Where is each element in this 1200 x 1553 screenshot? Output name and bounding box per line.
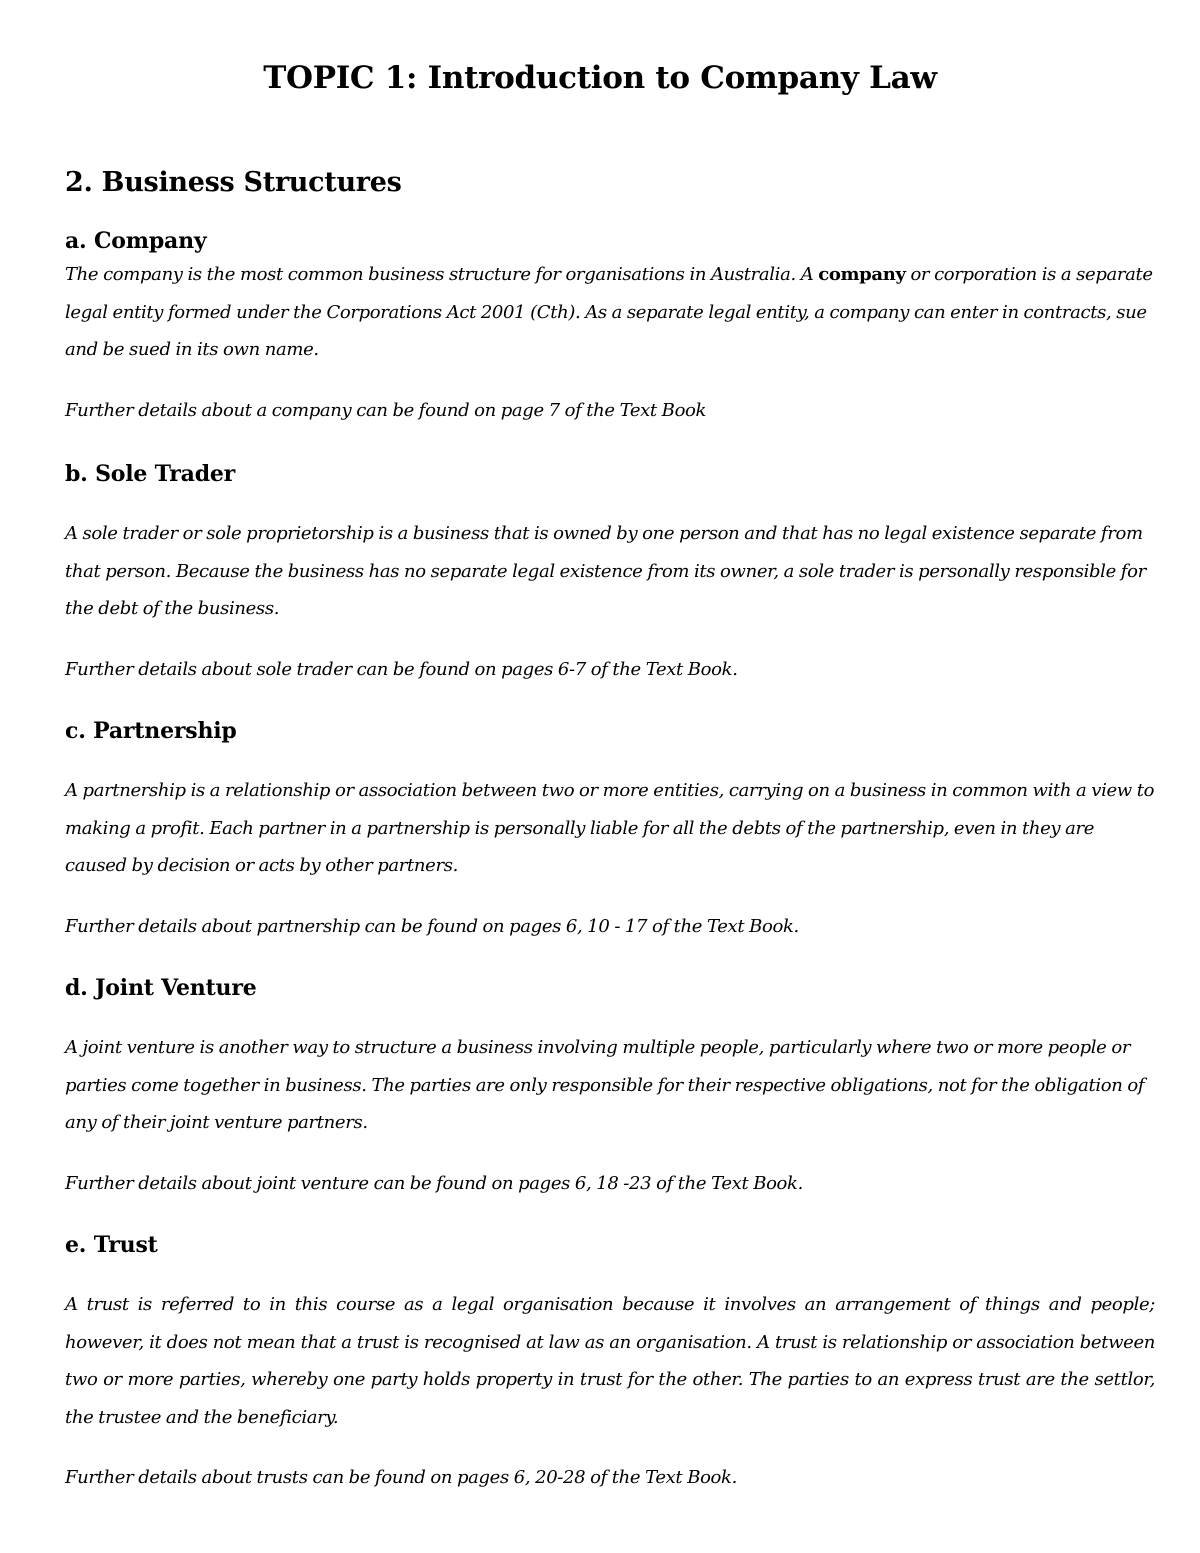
subsection-heading: d. Joint Venture	[65, 975, 257, 1001]
subsection-trust	[65, 1230, 1155, 1497]
page-title: TOPIC 1: Introduction to Company Law	[263, 60, 937, 96]
subsection-definition: A sole trader or sole proprietorship is a business that is owned by one person and that has no legal existence separate from that person. Because the business has no separate legal existence from its owner, a sole trader is personally responsible for the debt of the business.	[65, 523, 1146, 619]
definition-term: company	[818, 264, 906, 285]
section-heading: 2. Business Structures	[65, 167, 402, 198]
subsection-reference: Further details about trusts can be found on pages 6, 20-28 of the Text Book.	[65, 1467, 737, 1488]
subsection-partnership	[65, 716, 1155, 945]
subsection-sole-trader	[65, 459, 1155, 688]
definition-text-before: The company is the most common business structure for organisations in Australia. A	[65, 264, 819, 285]
subsection-joint-venture	[65, 973, 1155, 1202]
subsection-definition: A joint venture is another way to structure a business involving multiple people, particularly where two or more people or parties come together in business. The parties are only responsible for their respective obligations, not for the obligation of any of their joint venture partners.	[65, 1037, 1145, 1133]
subsection-heading: b. Sole Trader	[65, 461, 236, 487]
subsection-heading: a. Company	[65, 228, 207, 254]
subsection-reference: Further details about sole trader can be found on pages 6-7 of the Text Book.	[65, 658, 738, 680]
subsection-heading: e. Trust	[65, 1232, 158, 1258]
definition-text-after: or corporation is a separate legal entity formed under the Corporations Act 2001 (Cth). As a separate legal entity, a company can enter in contracts, sue and be sued in its own name.	[65, 264, 1153, 360]
subsection-definition: A trust is referred to in this course as a legal organisation because it involves an arrangement of things and people; however, it does not mean that a trust is recognised at law as an organisation. A trust is relationship or association between two or more parties, whereby one party holds property in trust for the other. The parties to an express trust are the settlor, the trustee and the beneficiary.	[65, 1294, 1155, 1428]
subsection-reference: Further details about joint venture can be found on pages 6, 18 -23 of the Text Book.	[65, 1172, 803, 1194]
subsection-reference: Further details about a company can be found on page 7 of the Text Book	[65, 399, 707, 421]
subsection-definition	[65, 256, 1155, 369]
subsection-reference: Further details about partnership can be found on pages 6, 10 - 17 of the Text Book.	[65, 915, 799, 937]
subsection-heading: c. Partnership	[65, 718, 237, 744]
subsection-company	[65, 226, 1155, 429]
subsection-definition: A partnership is a relationship or association between two or more entities, carrying on a business in common with a view to making a profit. Each partner in a partnership is personally liable for all the debts of the partnership, even in they are caused by decision or acts by other partners.	[65, 780, 1155, 876]
